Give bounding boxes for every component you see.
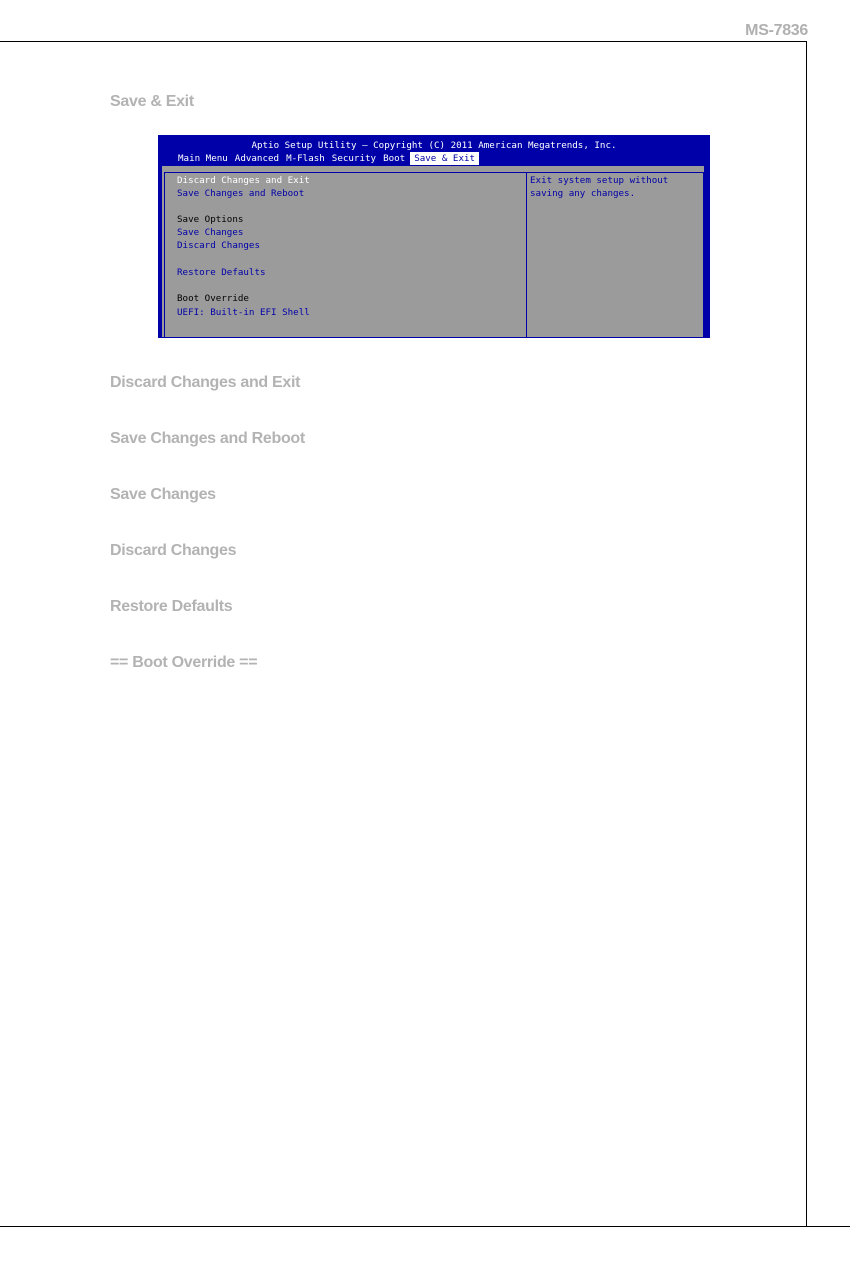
heading-boot-override: == Boot Override ==: [110, 654, 258, 671]
heading-discard-changes-exit: Discard Changes and Exit: [110, 374, 301, 391]
bios-help-panel: [527, 172, 704, 338]
model-number: MS-7836: [745, 22, 808, 39]
menu-discard-changes[interactable]: Discard Changes: [177, 240, 260, 251]
help-line-1: Exit system setup without: [530, 175, 669, 186]
bios-body: [161, 165, 705, 338]
menu-save-changes[interactable]: Save Changes: [177, 227, 244, 238]
top-rule: [0, 41, 807, 42]
tab-m-flash[interactable]: M-Flash: [286, 153, 325, 164]
menu-discard-changes-exit[interactable]: Discard Changes and Exit: [177, 175, 310, 186]
menu-restore-defaults[interactable]: Restore Defaults: [177, 267, 266, 278]
tab-security[interactable]: Security: [331, 153, 377, 164]
help-line-2: saving any changes.: [530, 188, 636, 199]
right-rule: [806, 41, 807, 1226]
group-boot-override: Boot Override: [177, 293, 249, 304]
bios-screenshot: [158, 135, 710, 338]
bottom-rule: [0, 1226, 850, 1227]
menu-uefi-shell[interactable]: UEFI: Built-in EFI Shell: [177, 307, 310, 318]
tab-advanced[interactable]: Advanced: [234, 153, 280, 164]
group-save-options: Save Options: [177, 214, 244, 225]
tab-main-menu[interactable]: Main Menu: [178, 153, 228, 164]
bios-menu-panel: [164, 172, 527, 338]
menu-save-changes-reboot[interactable]: Save Changes and Reboot: [177, 188, 305, 199]
heading-discard-changes: Discard Changes: [110, 542, 237, 559]
tab-save-exit[interactable]: Save & Exit: [410, 152, 479, 165]
section-title: Save & Exit: [110, 93, 194, 110]
bios-tab-bar: [176, 152, 479, 165]
bios-title: Aptio Setup Utility – Copyright (C) 2011 American Megatrends, Inc.: [251, 140, 617, 151]
tab-boot[interactable]: Boot: [383, 153, 406, 164]
heading-save-changes: Save Changes: [110, 486, 216, 503]
heading-restore-defaults: Restore Defaults: [110, 598, 233, 615]
heading-save-changes-reboot: Save Changes and Reboot: [110, 430, 305, 447]
